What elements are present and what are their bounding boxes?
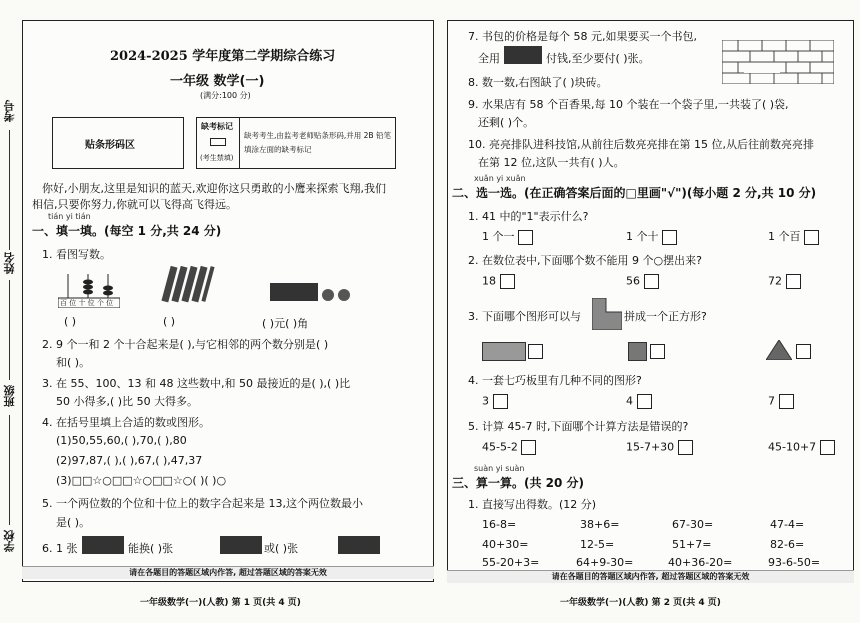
- right-page-footer: 一年级数学(一)(人教) 第 2 页(共 4 页): [560, 598, 721, 608]
- answer-checkbox[interactable]: [786, 274, 801, 289]
- banknote-image: [82, 536, 124, 554]
- answer-checkbox[interactable]: [644, 274, 659, 289]
- s2q5-text: 5. 计算 45-7 时,下面哪个计算方法是错误的?: [468, 420, 689, 433]
- q1-text: 1. 看图写数。: [42, 248, 111, 261]
- answer-checkbox[interactable]: [650, 344, 665, 359]
- banknote-image: [270, 283, 318, 301]
- s2q3-text-2: 拼成一个正方形?: [624, 310, 707, 323]
- s2q4-option-3: 7: [768, 394, 794, 409]
- s2q5-option-2: 15-7+30: [626, 440, 693, 455]
- q6-part-3: 或( )张: [264, 542, 299, 555]
- divider: [9, 415, 10, 525]
- q4-item-3: (3)□□☆○□□☆○□□☆○( )( )○: [56, 474, 227, 487]
- s2q2-option-1: 18: [482, 274, 515, 289]
- q2-line-2: 和( )。: [56, 356, 91, 369]
- calc-item: 67-30=: [672, 518, 714, 531]
- calc-item: 55-20+3=: [482, 556, 540, 569]
- answer-checkbox[interactable]: [662, 230, 677, 245]
- q7-line-2a: 全用: [478, 52, 500, 65]
- q2-line-1: 2. 9 个一和 2 个十合起来是( ),与它相邻的两个数分别是( ): [42, 338, 329, 351]
- section1-title: 一、填一填。(每空 1 分,共 24 分): [32, 224, 222, 238]
- q7-line-1: 7. 书包的价格是每个 58 元,如果要买一个书包,: [468, 30, 697, 43]
- calc-item: 16-8=: [482, 518, 517, 531]
- calc-item: 47-4=: [770, 518, 805, 531]
- page-subtitle: 一年级 数学(一): [170, 74, 265, 89]
- brick-wall-figure: [722, 40, 834, 84]
- absent-text-2: 填涂左面的缺考标记: [244, 145, 312, 154]
- q10-line-2: 在第 12 位,这队一共有( )人。: [478, 156, 625, 169]
- answer-checkbox[interactable]: [820, 440, 835, 455]
- calc-item: 51+7=: [672, 538, 712, 551]
- calc-item: 38+6=: [580, 518, 620, 531]
- s3q1-text: 1. 直接写出得数。(12 分): [468, 498, 597, 511]
- s2q2-option-2: 56: [626, 274, 659, 289]
- s2q1-text: 1. 41 中的"1"表示什么?: [468, 210, 589, 223]
- abacus-labels: 百 位 十 位 个 位: [60, 299, 114, 307]
- answer-checkbox[interactable]: [493, 394, 508, 409]
- left-warning-banner: 请在各题目的答题区域内作答, 超过答题区域的答案无效: [22, 566, 434, 579]
- q1-blank-3[interactable]: ( )元( )角: [262, 317, 309, 330]
- banknote-image: [504, 46, 542, 64]
- answer-checkbox[interactable]: [804, 230, 819, 245]
- s2q5-option-3: 45-10+7: [768, 440, 835, 455]
- binding-strip: [0, 0, 20, 623]
- abacus-figure: [58, 268, 120, 308]
- full-score: (满分:100 分): [200, 91, 251, 100]
- q4-text: 4. 在括号里填上合适的数或图形。: [42, 416, 210, 429]
- q5-line-1: 5. 一个两位数的个位和十位上的数字合起来是 13,这个两位数最小: [42, 497, 363, 510]
- calc-item: 64+9-30=: [576, 556, 634, 569]
- s2q4-option-2: 4: [626, 394, 652, 409]
- answer-checkbox[interactable]: [521, 440, 536, 455]
- s2q1-option-1: 1 个一: [482, 228, 533, 245]
- q4-item-1: (1)50,55,60,( ),70,( ),80: [56, 434, 187, 447]
- s2q4-text: 4. 一套七巧板里有几种不同的图形?: [468, 374, 642, 387]
- s2q3-text-1: 3. 下面哪个图形可以与: [468, 310, 581, 323]
- answer-checkbox[interactable]: [518, 230, 533, 245]
- q3-line-1: 3. 在 55、100、13 和 48 这些数中,和 50 最接近的是( ),( )比: [42, 377, 351, 390]
- absent-text-1: 缺考考生,由监考老师贴条形码,并用 2B 铅笔: [244, 131, 391, 140]
- q1-blank-1[interactable]: ( ): [64, 315, 77, 328]
- q6-part-1: 6. 1 张: [42, 542, 78, 555]
- coin-image: [322, 289, 334, 301]
- absent-title: 缺考标记: [201, 122, 233, 131]
- q5-line-2: 是( )。: [56, 516, 91, 529]
- coin-image: [338, 289, 350, 301]
- s2q4-option-1: 3: [482, 394, 508, 409]
- calc-item: 12-5=: [580, 538, 615, 551]
- calc-item: 40+36-20=: [668, 556, 733, 569]
- section1-pinyin: tián yi tián: [48, 212, 91, 221]
- section3-title: 三、算一算。(共 20 分): [452, 476, 585, 490]
- intro-line-1: 你好,小朋友,这里是知识的蓝天,欢迎你这只勇敢的小鹰来探索飞翔,我们: [42, 182, 386, 195]
- q6-part-2: 能换( )张: [128, 542, 174, 555]
- page-title: 2024-2025 学年度第二学期综合练习: [110, 49, 336, 64]
- absent-box: [196, 117, 396, 169]
- l-shape-figure: [592, 298, 622, 330]
- calc-item: 82-6=: [770, 538, 805, 551]
- answer-checkbox[interactable]: [500, 274, 515, 289]
- answer-checkbox[interactable]: [779, 394, 794, 409]
- triangle-option-shape: [766, 340, 792, 360]
- left-page-footer: 一年级数学(一)(人教) 第 1 页(共 4 页): [140, 598, 301, 608]
- calc-item: 93-6-50=: [768, 556, 821, 569]
- section2-title: 二、选一选。(在正确答案后面的□里画"√")(每小题 2 分,共 10 分): [452, 186, 817, 200]
- q4-item-2: (2)97,87,( ),( ),67,( ),47,37: [56, 454, 203, 467]
- q10-line-1: 10. 亮亮排队进科技馆,从前往后数亮亮排在第 15 位,从后往前数亮亮排: [468, 138, 814, 151]
- answer-checkbox[interactable]: [528, 344, 543, 359]
- s2q2-option-3: 72: [768, 274, 801, 289]
- square-option-shape: [628, 342, 647, 361]
- exam-no-label: 考号: [3, 100, 16, 122]
- answer-checkbox[interactable]: [637, 394, 652, 409]
- sticks-bundle-figure: [160, 262, 215, 307]
- q3-line-2: 50 小得多,( )比 50 大得多。: [56, 395, 199, 408]
- calc-item: 40+30=: [482, 538, 529, 551]
- q1-blank-2[interactable]: ( ): [163, 315, 176, 328]
- barcode-label: 贴条形码区: [85, 140, 135, 151]
- q8-text: 8. 数一数,右图缺了( )块砖。: [468, 76, 608, 89]
- school-label: 学校: [3, 530, 16, 552]
- s2q2-text: 2. 在数位表中,下面哪个数不能用 9 个○摆出来?: [468, 254, 702, 267]
- name-label: 姓名: [3, 252, 16, 274]
- s2q1-option-2: 1 个十: [626, 228, 677, 245]
- answer-checkbox[interactable]: [796, 344, 811, 359]
- banknote-image: [338, 536, 380, 554]
- divider: [9, 130, 10, 250]
- divider: [9, 280, 10, 380]
- barcode-box: [52, 117, 184, 169]
- s2q5-option-1: 45-5-2: [482, 440, 536, 455]
- q9-line-2: 还剩( )个。: [478, 116, 535, 129]
- right-warning-banner: 请在各题目的答题区域内作答, 超过答题区域的答案无效: [447, 570, 854, 583]
- rectangle-option-shape: [482, 342, 526, 361]
- absent-checkbox[interactable]: [210, 138, 226, 146]
- q9-line-1: 9. 水果店有 58 个百香果,每 10 个装在一个袋子里,一共装了( )袋,: [468, 98, 789, 111]
- intro-line-2: 相信,只要你努力,你就可以飞得高飞得远。: [32, 198, 237, 211]
- banknote-image: [220, 536, 262, 554]
- section2-pinyin: xuǎn yi xuǎn: [474, 174, 526, 183]
- answer-checkbox[interactable]: [678, 440, 693, 455]
- q7-line-2b: 付钱,至少要付( )张。: [546, 52, 650, 65]
- s2q1-option-3: 1 个百: [768, 228, 819, 245]
- absent-note: (考生禁填): [200, 154, 234, 162]
- class-label: 班级: [3, 385, 16, 407]
- section3-pinyin: suàn yi suàn: [474, 464, 525, 473]
